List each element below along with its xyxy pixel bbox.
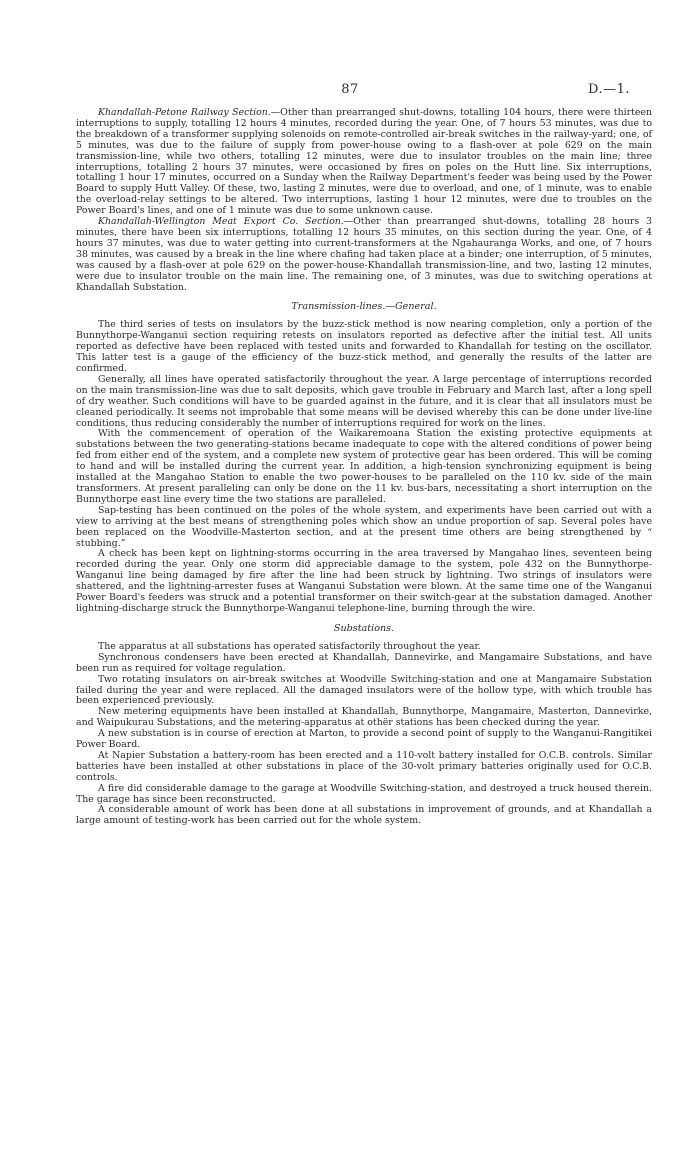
- section-lead-khandallah-wellington: Khandallah-Wellington Meat Export Co. Section.—: [98, 216, 354, 228]
- paragraph: New metering equipments have been installed at Khandallah, Bunnythorpe, Mangamaire, Masterton, Dannevirke, and Waipukurau Substations, and the metering-apparatus at othër stations has been checked during the year.: [76, 706, 652, 729]
- paragraph-text: Other than prearranged shut-downs, totalling 104 hours, there were thirteen interruptions to supply, totalling 12 hours 4 minutes, recorded during the year. One, of 7 hours 53 minutes, was due to the breakdown of a transformer supplying solenoids on remote-controlled air-break switches in the railway-yard; one, of 5 minutes, was due to the failure of supply from power-house owing to a flash-over at pole 629 on the main transmission-line, while two others, totalling 12 minutes, were due to insulator troubles on the main line; three interruptions, totalling 2 hours 37 minutes, were occasioned by fires on poles on the Hutt line. Six interruptions, totalling 1 hour 17 minutes, occurred on a Sunday when the Railway Department's feeder was being used by the Power Board to supply Hutt Valley. Of these, two, lasting 2 minutes, were due to overload, and one, of 1 minute, was to enable the overload-relay settings to be altered. Two interruptions, lasting 1 hour 12 minutes, were due to troubles on the Power Board's lines, and one of 1 minute was due to some unknown cause.: [76, 107, 652, 217]
- paragraph: At Napier Substation a battery-room has been erected and a 110-volt battery installed for O.C.B. controls. Similar batteries have been installed at other substations in place of the 30-volt primary batteries originally used for O.C.B. controls.: [76, 749, 652, 783]
- section-lead-khandallah-petone: Khandallah-Petone Railway Section.—: [98, 107, 281, 118]
- paragraph: Two rotating insulators on air-break switches at Woodville Switching-station and one at Mangamaire Substation failed during the year and were replaced. All the damaged insulators were of the hollow type, with which trouble has been experienced previously.: [76, 673, 652, 707]
- paragraph: With the commencement of operation of the Waikaremoana Station the existing protective equipments at substations between the two generating-stations became inadequate to cope with the altered conditions of power being fed from either end of the system, and a complete new system of protective gear has been ordered. This will be coming to hand and will be installed during the current year. In addition, a high-tension synchronizing equipment is being installed at the Mangahao Station to enable the two power-houses to be paralleled on the 110 kv. side of the main transformers. At present paralleling can only be done on the 11 kv. bus-bars, necessitating a short interruption on the Bunnythorpe east line every time the two stations are paralleled.: [76, 428, 652, 505]
- document-reference: D.—1.: [588, 82, 630, 97]
- section-heading-substations: Substations.: [333, 622, 395, 634]
- paragraph: A fire did considerable damage to the garage at Woodville Switching-station, and destroyed a truck housed therein. The garage has since been reconstructed.: [76, 782, 652, 805]
- page-number: 87: [341, 82, 359, 97]
- section-heading-transmission: Transmission-lines.—General.: [291, 301, 437, 313]
- paragraph-text: Other than prearranged shut-downs, totalling 28 hours 3 minutes, there have been six interruptions, totalling 12 hours 35 minutes, on this section during the year. One, of 4 hours 37 minutes, was due to water getting into current-transformers at the Ngahauranga Works, and one, of 7 hours 38 minutes, was caused by a break in the line where chafing had taken place at a binder; one interruption, of 5 minutes, was caused by a flash-over at pole 629 on the power-house-Khandallah transmission-line, and two, lasting 12 minutes, were due to insulator trouble on the main line. The remaining one, of 3 minutes, was due to switching operations at Khandallah Substation.: [76, 216, 652, 293]
- page-body: [76, 108, 652, 827]
- paragraph: Synchronous condensers have been erected at Khandallah, Dannevirke, and Mangamaire Substations, and have been run as required for voltage regulation.: [76, 651, 652, 674]
- page-header: [0, 82, 700, 98]
- paragraph-khandallah-wellington: [76, 217, 652, 293]
- paragraph: The apparatus at all substations has operated satisfactorily throughout the year.: [98, 640, 481, 652]
- paragraph: A check has been kept on lightning-storms occurring in the area traversed by Mangahao lines, seventeen being recorded during the year. Only one storm did appreciable damage to the system, pole 432 on the Bunnythorpe-Wanganui line being damaged by fire after the line had been struck by lightning. Two strings of insulators were shattered, and the lightning-arrester fuses at Wanganui Substation were blown. At the same time one of the Wanganui Power Board's feeders was struck and a potential transformer on their switch-gear at the substation damaged. Another lightning-discharge struck the Bunnythorpe-Wanganui telephone-line, burning through the wire.: [76, 548, 652, 614]
- paragraph: A considerable amount of work has been done at all substations in improvement of grounds, and at Khandallah a large amount of testing-work has been carried out for the whole system.: [76, 804, 652, 827]
- paragraph: The third series of tests on insulators by the buzz-stick method is now nearing completion, only a portion of the Bunnythorpe-Wanganui section requiring retests on insulators reported as defective after the initial test. All units reported as defective have been replaced with tested units and forwarded to Khandallah for testing on the oscillator. This latter test is a gauge of the efficiency of the buzz-stick method, and generally the results of the latter are confirmed.: [76, 319, 652, 375]
- paragraph: A new substation is in course of erection at Marton, to provide a second point of supply to the Wanganui-Rangitikei Power Board.: [76, 728, 652, 751]
- paragraph-khandallah-petone: [76, 108, 652, 217]
- paragraph: Sap-testing has been continued on the poles of the whole system, and experiments have been carried out with a view to arriving at the best means of strengthening poles which show an undue proportion of sap. Several poles have been replaced on the Woodville-Masterton section, and at the present time others are being strengthened by “ stubbing.”: [76, 504, 652, 549]
- paragraph: Generally, all lines have operated satisfactorily throughout the year. A large percentage of interruptions recorded on the main transmission-line was due to salt deposits, which gave trouble in February and March last, after a long spell of dry weather. Such conditions will have to be guarded against in the future, and it is clear that all insulators must be cleaned periodically. It seems not improbable that some means will be devised whereby this can be done under live-line conditions, thus reducing considerably the number of interruptions required for work on the lines.: [76, 373, 652, 429]
